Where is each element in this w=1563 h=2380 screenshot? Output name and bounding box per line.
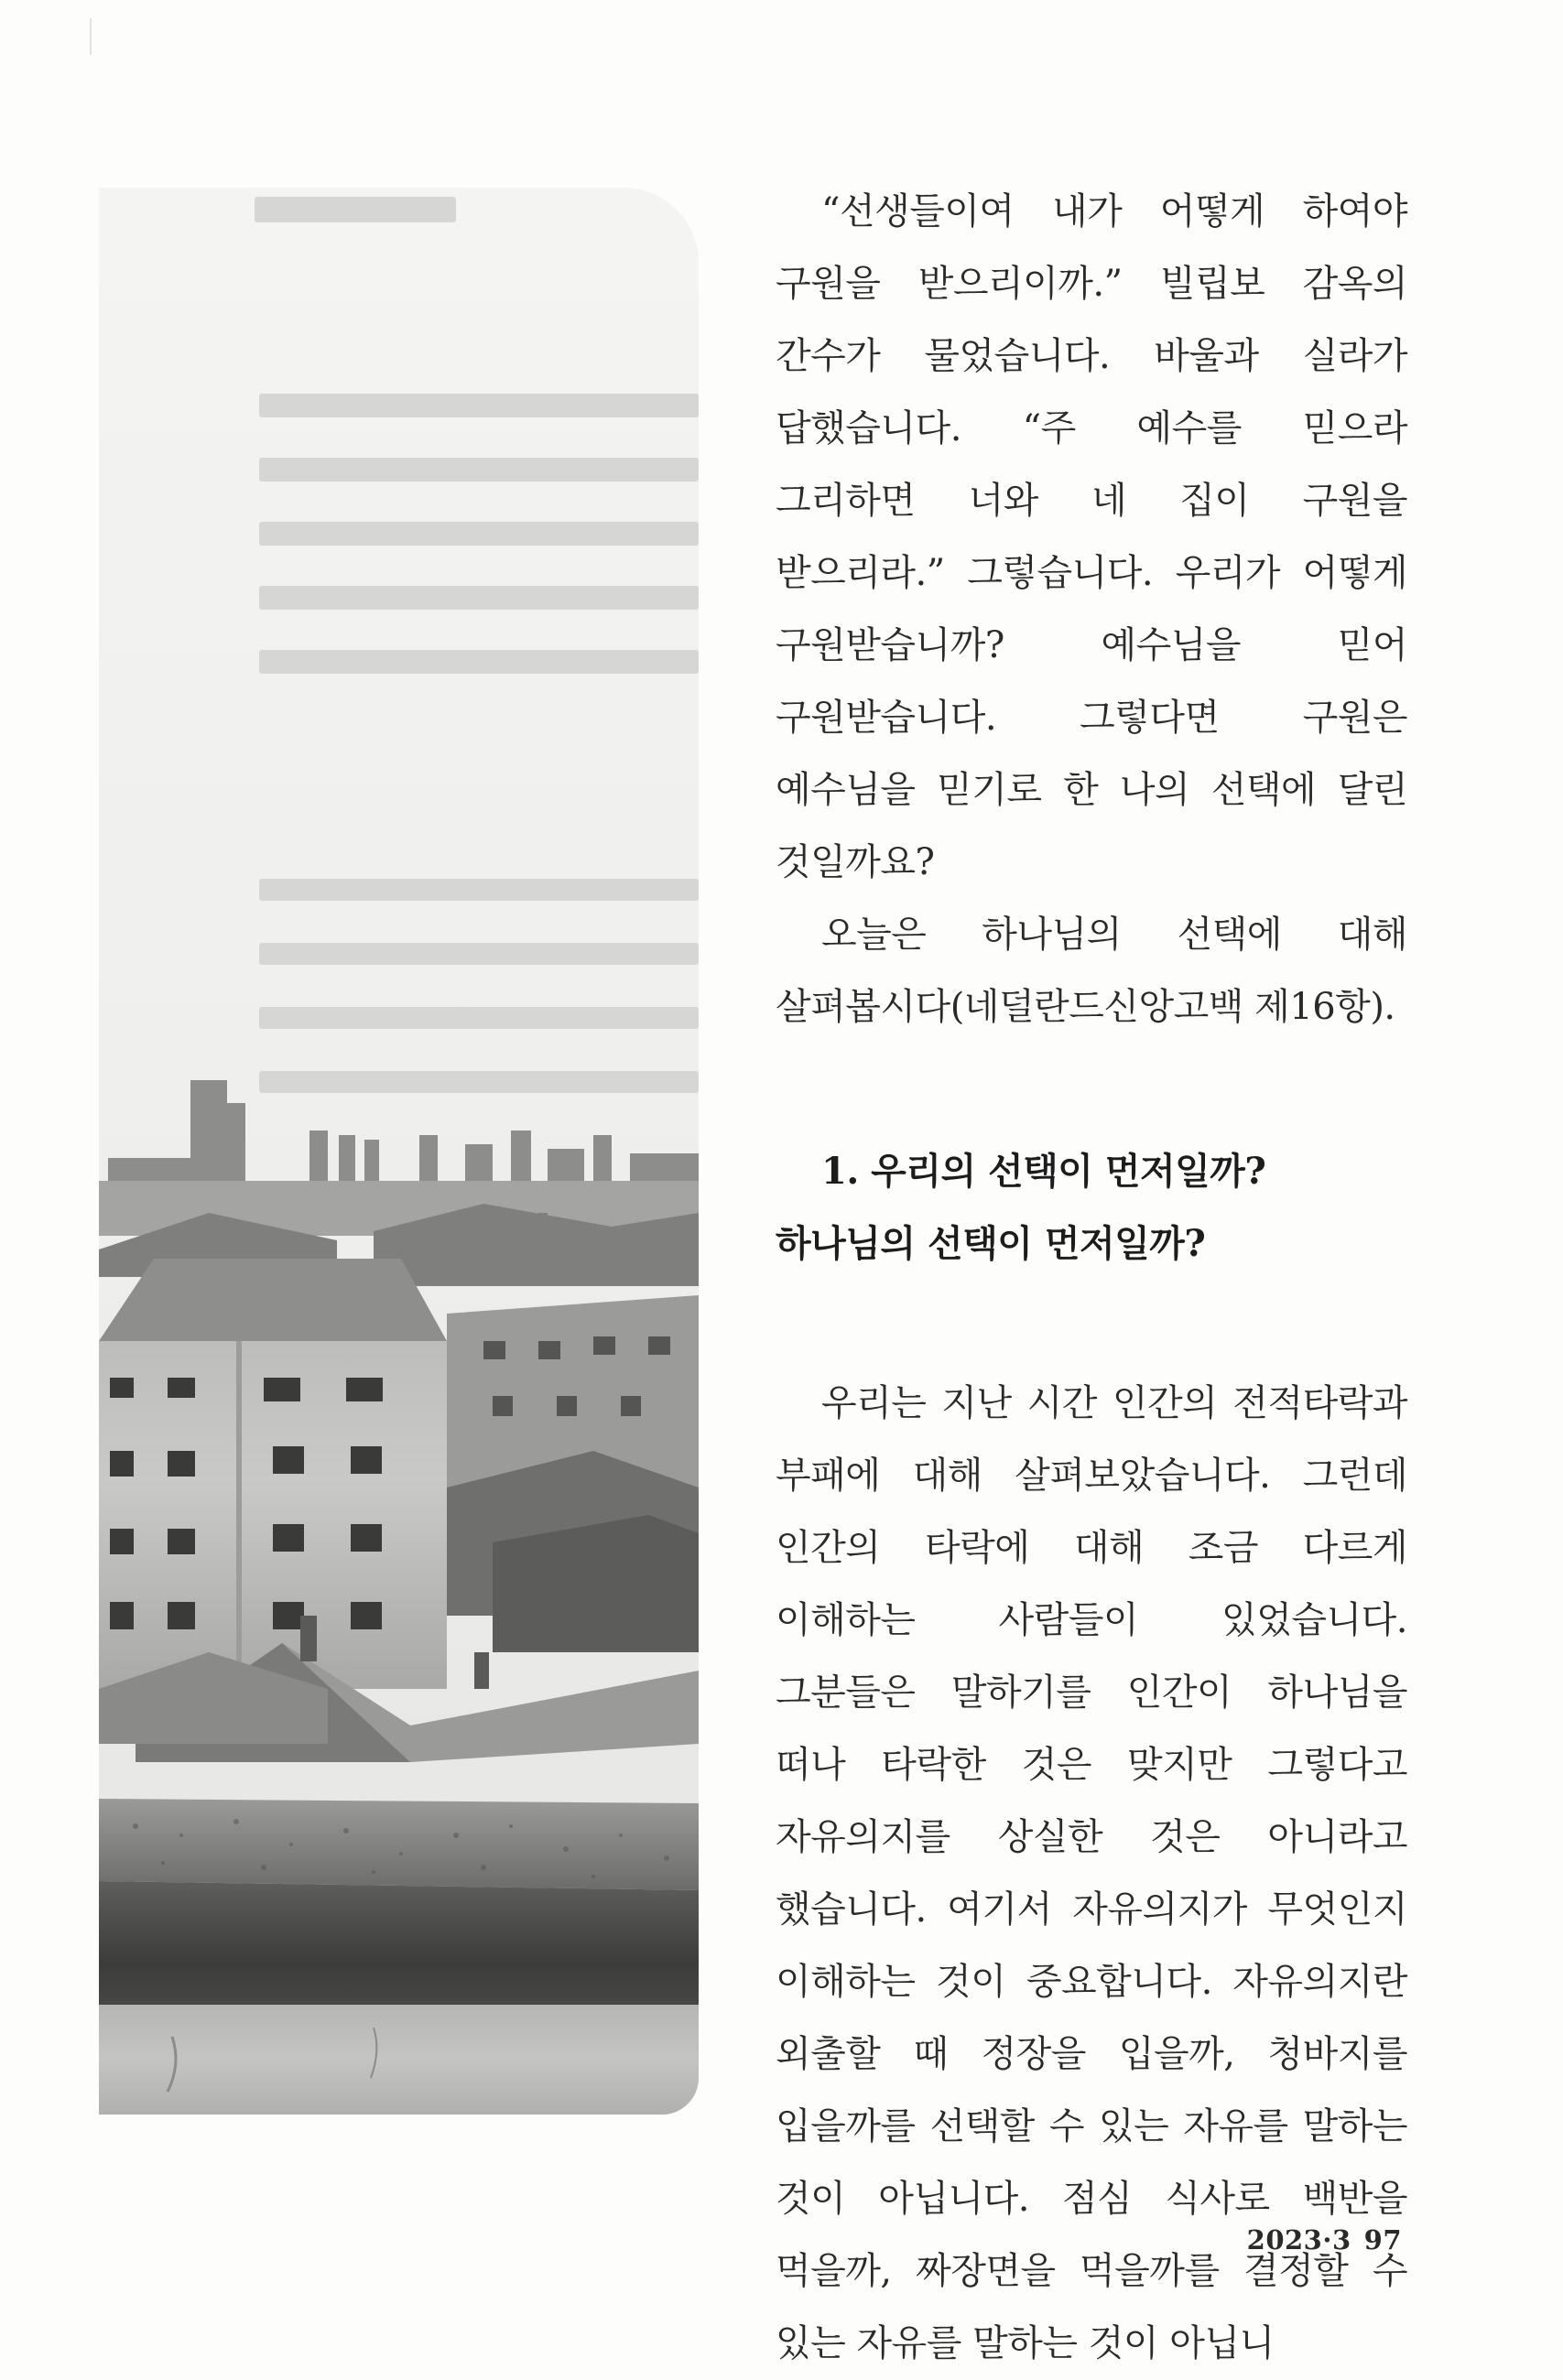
scan-edge-mark xyxy=(90,18,92,55)
issue-date: 2023·3 xyxy=(1246,2224,1351,2256)
page-number: 97 xyxy=(1363,2224,1402,2256)
page-footer xyxy=(1247,2224,1402,2256)
topic-paragraph: 오늘은 하나님의 선택에 대해 살펴봅시다(네덜란드신앙고백 제16항). xyxy=(776,914,1407,1028)
city-rooftops-photo xyxy=(99,188,699,2115)
section-body-paragraph: 우리는 지난 시간 인간의 전적타락과 부패에 대해 살펴보았습니다. 그런데 인간의 타락에 대해 조금 다르게 이해하는 사람들이 있었습니다. 그분들은 말하기를 인간이 하나님을 떠나 타락한 것은 맞지만 그렇다고 자유의지를 상실한 것은 아니라고 했습니다. 여기서 자유의지가 무엇인지 이해하는 것이 중요합니다. 자유의지란 외출할 때 정장을 입을까, 청바지를 입을까를 선택할 수 있는 자유를 말하는 것이 아닙니다. 점심 식사로 백반을 먹을까, 짜장면을 먹을까를 결정할 수 있는 자유를 말하는 것이 아닙니 xyxy=(776,1382,1407,2364)
city-rooftops-illustration xyxy=(99,188,699,2115)
article-body xyxy=(776,176,1407,2380)
section-heading: 1. 우리의 선택이 먼저일까? 하나님의 선택이 먼저일까? xyxy=(776,1150,1266,1265)
intro-paragraph: “선생들이여 내가 어떻게 하여야 구원을 받으리이까.” 빌립보 감옥의 간수가 물었습니다. 바울과 실라가 답했습니다. “주 예수를 믿으라 그리하면 너와 네 집이 구원을 받으리라.” 그렇습니다. 우리가 어떻게 구원받습니까? 예수님을 믿어 구원받습니다. 그렇다면 구원은 예수님을 믿기로 한 나의 선택에 달린 것일까요? xyxy=(776,190,1407,883)
